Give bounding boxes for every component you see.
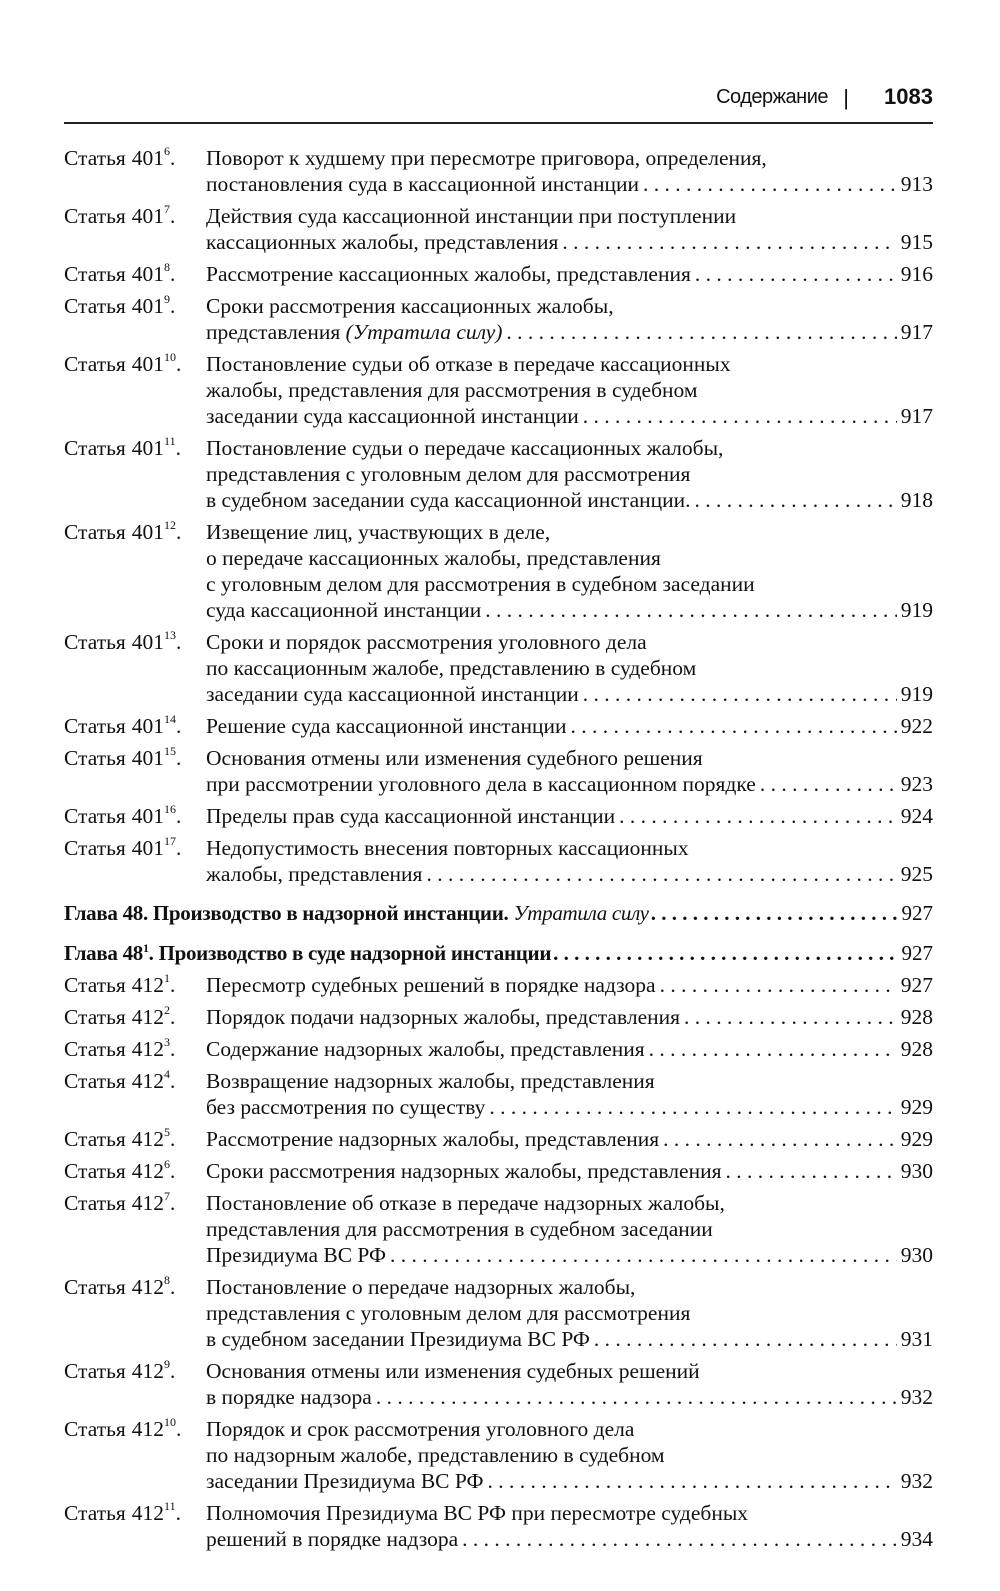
title-line: суда кассационной инстанции [206,598,482,622]
article-number: Статья $412^5$. [64,1124,176,1151]
article-sup: 16 [164,801,177,816]
article-num: 412 [131,1037,165,1061]
page-number: 932 [900,1385,933,1409]
article-number: Статья $401^{14}$. [64,711,182,738]
page-number: 923 [900,772,933,796]
dot-leader [695,487,897,513]
title-line: постановления суда в кассационной инстанции [206,172,639,196]
dot-leader [594,1326,897,1352]
article-sup: 17 [164,833,177,848]
article-label: Статья [64,204,126,228]
dot-leader [487,1468,896,1494]
toc-entry [64,1190,933,1268]
title-line: Сроки и порядок рассмотрения уголовного дела [206,630,647,654]
dot-leader [660,972,897,998]
title-line: Содержание надзорных жалобы, представления [206,1037,645,1061]
article-label: Статья [64,262,126,286]
title-last-line [206,229,933,255]
title-last-line [206,1326,933,1352]
dot-leader [619,803,897,829]
article-title [206,203,933,255]
toc-entry [64,351,933,429]
page-number: 925 [900,862,933,886]
title-line: представления с уголовным делом для рассмотрения [206,462,691,486]
title-line: о передаче кассационных жалобы, представления [206,546,661,570]
toc-entry [64,1036,933,1062]
title-line: Действия суда кассационной инстанции при поступлении [206,204,737,228]
title-line: Основания отмены или изменения судебных решений [206,1359,700,1383]
article-num: 412 [131,1005,165,1029]
article-label: Статья [64,1501,126,1525]
dot-leader [506,319,896,345]
article-number: Статья $412^6$. [64,1156,176,1183]
article-number: Статья $412^8$. [64,1272,176,1299]
title-line: при рассмотрении уголовного дела в кассационном порядке [206,772,756,796]
page-number: 931 [900,1327,933,1351]
article-sup: 15 [164,743,177,758]
article-number: Статья $401^{15}$. [64,743,182,770]
title-line: Постановление судьи о передаче кассационных жалобы, [206,436,724,460]
article-title [206,519,933,623]
title-last-line [206,319,933,345]
page-number: 930 [900,1159,933,1183]
title-last-line [206,1094,933,1120]
title-line: Извещение лиц, участвующих в деле, [206,520,551,544]
chapter-48-1-title: Глава 48 [64,941,143,965]
article-sup: 8 [164,259,171,274]
toc-entry [64,835,933,887]
article-title [206,351,933,429]
article-number: Статья $401^{17}$. [64,833,182,860]
toc-chapter-48 [64,900,933,926]
article-num: 401 [131,294,165,318]
page-number: 934 [900,1527,933,1551]
article-title [206,835,933,887]
article-num: 401 [131,836,165,860]
toc-entry [64,1500,933,1552]
page-number: 928 [900,1037,933,1061]
article-title [206,1068,933,1120]
dot-leader [390,1242,897,1268]
article-num: 412 [131,1417,165,1441]
chapter-48-1-title-rest: . Производство в суде надзорной инстанции [148,941,552,965]
article-label: Статья [64,714,126,738]
article-sup: 12 [164,517,177,532]
title-line: в судебном заседании Президиума ВС РФ [206,1327,590,1351]
title-line: решений в порядке надзора [206,1527,459,1551]
toc-entry [64,145,933,197]
title-last-line [206,487,933,513]
dot-leader [462,1526,897,1552]
toc-entry [64,435,933,513]
article-number: Статья $401^{13}$. [64,627,182,654]
title-last-line [206,681,933,707]
article-title [206,803,933,829]
article-number: Статья $412^4$. [64,1066,176,1093]
title-last-line [206,713,933,739]
page-number: 929 [900,1095,933,1119]
article-number: Статья $401^{10}$. [64,349,182,376]
toc-entry [64,1274,933,1352]
article-sup: 11 [164,1498,176,1513]
dot-leader [725,1158,896,1184]
title-last-line [206,261,933,287]
dot-leader [485,597,897,623]
article-num: 412 [131,1275,165,1299]
title-line: в порядке надзора [206,1385,372,1409]
title-line: с уголовным делом для рассмотрения в судебном заседании [206,572,755,596]
toc-entry [64,293,933,345]
dot-leader [760,771,897,797]
article-sup: 5 [164,1124,171,1139]
dot-leader [695,261,897,287]
article-sup: 8 [164,1272,171,1287]
article-title [206,1004,933,1030]
dot-leader [562,229,896,255]
article-title [206,1416,933,1494]
article-number: Статья $412^2$. [64,1002,176,1029]
chapter-48-status: Утратила силу [513,901,649,925]
article-label: Статья [64,973,126,997]
title-line: Порядок подачи надзорных жалобы, представления [206,1005,681,1029]
title-line: заседании суда кассационной инстанции [206,404,579,428]
article-sup: 7 [164,1188,171,1203]
title-last-line [206,1242,933,1268]
article-sup: 10 [164,349,177,364]
article-number: Статья $412^7$. [64,1188,176,1215]
toc-entry [64,1004,933,1030]
title-last-line [206,1384,933,1410]
article-number: Статья $401^7$. [64,201,176,228]
article-label: Статья [64,1159,126,1183]
article-sup: 3 [164,1034,171,1049]
article-label: Статья [64,836,126,860]
article-label: Статья [64,746,126,770]
dot-leader [553,940,899,966]
article-label: Статья [64,1359,126,1383]
article-sup: 2 [164,1002,171,1017]
title-last-line [206,1126,933,1152]
toc-entry [64,203,933,255]
title-last-line [206,861,933,887]
dot-leader [663,1126,897,1152]
article-num: 412 [131,1501,165,1525]
title-last-line [206,1004,933,1030]
title-line: жалобы, представления [206,862,423,886]
article-label: Статья [64,804,126,828]
page-number: 917 [900,404,933,428]
dot-leader [426,861,896,887]
article-num: 401 [131,204,165,228]
chapter-48-title: Глава 48. Производство в надзорной инстанции. [64,901,509,925]
title-line: Недопустимость внесения повторных кассационных [206,836,689,860]
dot-leader [583,681,897,707]
article-label: Статья [64,1275,126,1299]
page-number: 916 [900,262,933,286]
article-number: Статья $401^{16}$. [64,801,182,828]
title-line: Основания отмены или изменения судебного решения [206,746,703,770]
article-num: 401 [131,746,165,770]
toc-entry [64,1416,933,1494]
title-line: заседании Президиума ВС РФ [206,1469,484,1493]
chapter-48-1-page: 927 [901,941,933,965]
article-num: 401 [131,436,165,460]
article-number: Статья $412^3$. [64,1034,176,1061]
article-title [206,261,933,287]
toc-entry [64,745,933,797]
article-title [206,1036,933,1062]
article-label: Статья [64,146,126,170]
article-num: 412 [131,1359,165,1383]
header-rule [64,122,933,124]
title-last-line [206,1036,933,1062]
title-line: Рассмотрение надзорных жалобы, представления [206,1127,660,1151]
title-line: в судебном заседании суда кассационной инстанции. [206,488,691,512]
title-last-line [206,403,933,429]
chapter-48-1-sup: 1 [142,941,149,955]
running-header [64,86,933,124]
article-sup: 11 [164,433,176,448]
article-number: Статья $412^1$. [64,970,176,997]
article-label: Статья [64,294,126,318]
article-title [206,1358,933,1410]
page-number: 924 [900,804,933,828]
article-num: 401 [131,630,165,654]
article-sup: 10 [164,1414,177,1429]
article-sup: 14 [164,711,177,726]
article-sup: 9 [164,1356,171,1371]
article-title [206,1274,933,1352]
article-num: 412 [131,1069,165,1093]
article-title [206,745,933,797]
toc-entry [64,803,933,829]
article-sup: 9 [164,291,171,306]
article-title [206,629,933,707]
article-sup: 6 [164,1156,171,1171]
dot-leader [643,171,897,197]
dot-leader [684,1004,897,1030]
article-number: Статья $412^{10}$. [64,1414,182,1441]
page-number: 915 [900,230,933,254]
article-sup: 4 [164,1066,171,1081]
article-sup: 6 [164,143,171,158]
title-line: Сроки рассмотрения кассационных жалобы, [206,294,614,318]
page-number: 917 [900,320,933,344]
dot-leader [583,403,897,429]
title-last-line [206,972,933,998]
article-num: 401 [131,714,165,738]
title-last-line [206,771,933,797]
title-line: Сроки рассмотрения надзорных жалобы, представления [206,1159,722,1183]
table-of-contents [64,145,933,1552]
title-line: Постановление судьи об отказе в передаче кассационных [206,352,731,376]
article-number: Статья $401^{12}$. [64,517,182,544]
article-title [206,145,933,197]
header-section-title: Содержание [716,86,828,108]
title-last-line [206,171,933,197]
article-sup: 7 [164,201,171,216]
toc-entry [64,1126,933,1152]
article-number: Статья $401^6$. [64,143,176,170]
dot-leader [651,900,900,926]
toc-group-chapter-48-1 [64,972,933,1552]
article-num: 401 [131,262,165,286]
article-num: 412 [131,1191,165,1215]
article-num: 401 [131,520,165,544]
title-line: представления с уголовным делом для рассмотрения [206,1301,691,1325]
page-number: 932 [900,1469,933,1493]
title-line: по надзорным жалобе, представлению в судебном [206,1443,665,1467]
article-title [206,713,933,739]
title-line: Возвращение надзорных жалобы, представления [206,1069,655,1093]
page-number: 929 [900,1127,933,1151]
title-last-line [206,803,933,829]
title-line: Решение суда кассационной инстанции [206,714,567,738]
article-num: 401 [131,146,165,170]
article-number: Статья $401^9$. [64,291,176,318]
article-number: Статья $401^8$. [64,259,176,286]
toc-entry [64,972,933,998]
title-line: Пределы прав суда кассационной инстанции [206,804,616,828]
page-number: 930 [900,1243,933,1267]
dot-leader [376,1384,897,1410]
article-label: Статья [64,1069,126,1093]
article-title [206,1158,933,1184]
article-number: Статья $401^{11}$. [64,433,181,460]
title-line: кассационных жалобы, представления [206,230,559,254]
article-title [206,1126,933,1152]
article-num: 412 [131,1159,165,1183]
title-line: Порядок и срок рассмотрения уголовного дела [206,1417,635,1441]
title-line: Поворот к худшему при пересмотре приговора, определения, [206,146,767,170]
page-number: 918 [900,488,933,512]
article-label: Статья [64,352,126,376]
article-label: Статья [64,1005,126,1029]
page-number: 928 [900,1005,933,1029]
title-last-line [206,1526,933,1552]
article-num: 401 [131,352,165,376]
title-line: без рассмотрения по существу [206,1095,486,1119]
title-line: Постановление о передаче надзорных жалобы, [206,1275,636,1299]
title-line: заседании суда кассационной инстанции [206,682,579,706]
article-title [206,1500,933,1552]
toc-entry [64,261,933,287]
page-number: 922 [900,714,933,738]
header-divider: | [843,85,849,110]
title-last-line [206,597,933,623]
title-line: представления [206,320,341,344]
article-label: Статья [64,1037,126,1061]
toc-entry [64,713,933,739]
toc-group-chapter-47-1 [64,145,933,887]
page-number: 919 [900,682,933,706]
dot-leader [489,1094,896,1120]
page-number: 919 [900,598,933,622]
toc-entry [64,629,933,707]
article-title [206,972,933,998]
toc-entry [64,519,933,623]
article-label: Статья [64,1417,126,1441]
title-status: (Утратила силу) [345,320,503,344]
title-line: Полномочия Президиума ВС РФ при пересмотре судебных [206,1501,749,1525]
article-label: Статья [64,520,126,544]
title-line: Постановление об отказе в передаче надзорных жалобы, [206,1191,725,1215]
article-label: Статья [64,1127,126,1151]
article-sup: 13 [164,627,177,642]
article-title [206,435,933,513]
chapter-48-page: 927 [901,901,933,925]
title-line: Президиума ВС РФ [206,1243,386,1267]
article-label: Статья [64,1191,126,1215]
article-sup: 1 [164,970,171,985]
article-title [206,293,933,345]
title-last-line [206,1158,933,1184]
article-num: 412 [131,973,165,997]
title-line: Пересмотр судебных решений в порядке надзора [206,973,656,997]
title-line: Рассмотрение кассационных жалобы, представления [206,262,691,286]
page-number: 913 [900,172,933,196]
toc-entry [64,1358,933,1410]
article-label: Статья [64,630,126,654]
article-num: 412 [131,1127,165,1151]
toc-entry [64,1158,933,1184]
header-page-number: 1083 [884,84,933,109]
article-num: 401 [131,804,165,828]
article-number: Статья $412^{11}$. [64,1498,181,1525]
dot-leader [571,713,897,739]
title-line: жалобы, представления для рассмотрения в судебном [206,378,698,402]
dot-leader [649,1036,897,1062]
article-label: Статья [64,436,126,460]
page-number: 927 [900,973,933,997]
toc-entry [64,1068,933,1120]
title-line: представления для рассмотрения в судебном заседании [206,1217,713,1241]
title-last-line [206,1468,933,1494]
title-line: по кассационным жалобе, представлению в судебном [206,656,697,680]
article-number: Статья $412^9$. [64,1356,176,1383]
article-title [206,1190,933,1268]
toc-chapter-48-1 [64,940,933,966]
